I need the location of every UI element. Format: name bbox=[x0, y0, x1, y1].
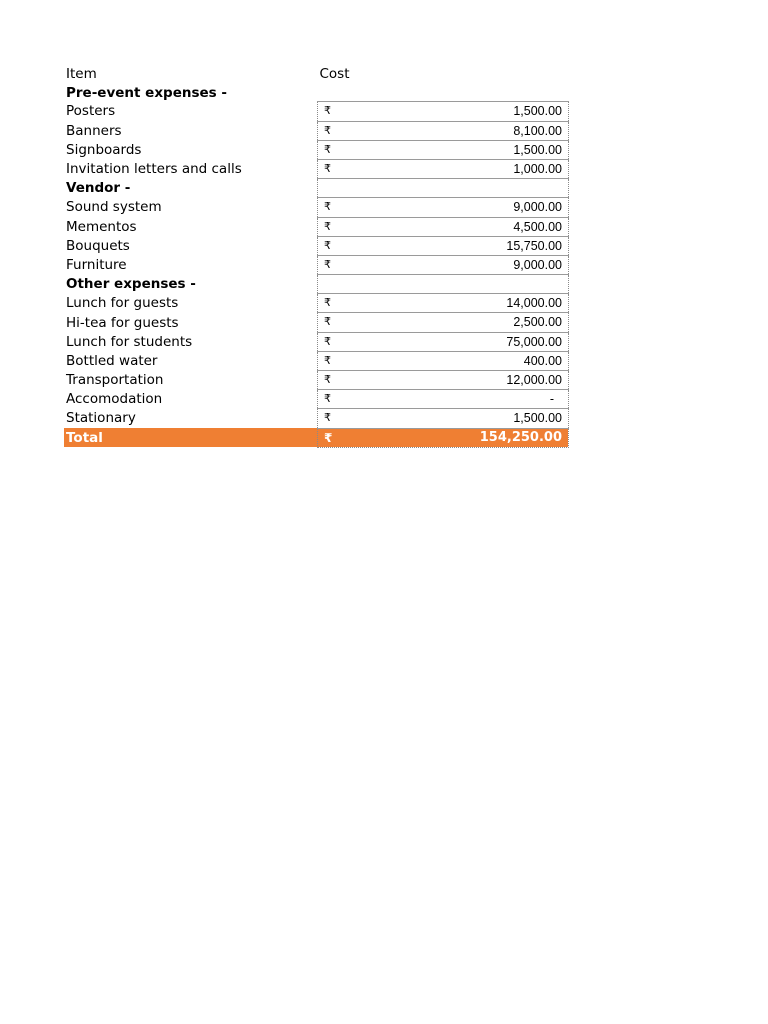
section-title-vendor: Vendor - bbox=[66, 180, 131, 197]
header-cost-label: Cost bbox=[319, 66, 350, 82]
table-row bbox=[64, 371, 569, 390]
item-label: Mementos bbox=[66, 218, 137, 235]
amount: 1,500.00 bbox=[513, 411, 562, 426]
amount: 1,000.00 bbox=[513, 161, 562, 176]
amount: 75,000.00 bbox=[506, 334, 562, 349]
cost-cell bbox=[318, 390, 569, 409]
table-row bbox=[64, 121, 569, 140]
currency-symbol: ₹ bbox=[324, 373, 331, 386]
header-cost bbox=[318, 65, 569, 83]
currency-symbol: ₹ bbox=[324, 257, 331, 271]
amount: 9,000.00 bbox=[513, 200, 562, 215]
cost-cell bbox=[318, 255, 569, 274]
item-label: Lunch for guests bbox=[66, 295, 179, 312]
currency-symbol: ₹ bbox=[324, 353, 331, 367]
header-row bbox=[64, 65, 569, 83]
currency-symbol: ₹ bbox=[324, 238, 331, 252]
table-row bbox=[64, 140, 569, 159]
item-label: Hi-tea for guests bbox=[66, 314, 179, 331]
currency-symbol: ₹ bbox=[324, 200, 331, 214]
item-label: Invitation letters and calls bbox=[66, 161, 242, 178]
table-row bbox=[64, 198, 569, 217]
item-label: Banners bbox=[66, 122, 122, 139]
amount: 1,500.00 bbox=[513, 104, 562, 119]
cost-cell bbox=[318, 332, 569, 351]
item-label: Accomodation bbox=[66, 391, 163, 408]
amount: 12,000.00 bbox=[506, 373, 562, 387]
cost-cell bbox=[318, 409, 569, 428]
table-row bbox=[64, 236, 569, 255]
amount: 2,500.00 bbox=[513, 315, 562, 330]
total-row bbox=[64, 428, 569, 447]
amount: 1,500.00 bbox=[513, 142, 562, 157]
total-label: Total bbox=[64, 428, 318, 447]
currency-symbol: ₹ bbox=[324, 296, 331, 310]
cost-cell bbox=[318, 351, 569, 370]
cost-cell bbox=[318, 159, 569, 178]
currency-symbol: ₹ bbox=[324, 315, 331, 329]
currency-symbol: ₹ bbox=[324, 142, 331, 156]
table-row bbox=[64, 390, 569, 409]
total-amount: 154,250.00 bbox=[479, 429, 562, 445]
expense-table bbox=[64, 65, 569, 448]
section-row bbox=[64, 275, 569, 294]
item-label: Transportation bbox=[66, 372, 164, 389]
cost-cell bbox=[318, 236, 569, 255]
item-label: Bouquets bbox=[66, 237, 130, 254]
amount: - bbox=[549, 392, 554, 407]
currency-symbol: ₹ bbox=[324, 392, 331, 406]
amount: 14,000.00 bbox=[506, 296, 562, 311]
cost-cell bbox=[318, 294, 569, 313]
amount: 400.00 bbox=[523, 353, 562, 368]
item-label: Sound system bbox=[66, 199, 162, 216]
table-row bbox=[64, 409, 569, 428]
table-row bbox=[64, 159, 569, 178]
cost-cell bbox=[318, 371, 569, 390]
cost-cell bbox=[318, 140, 569, 159]
table-row bbox=[64, 313, 569, 332]
cost-cell bbox=[318, 198, 569, 217]
currency-symbol: ₹ bbox=[324, 104, 331, 118]
currency-symbol: ₹ bbox=[324, 334, 331, 348]
table-row bbox=[64, 102, 569, 121]
header-item: Item bbox=[66, 66, 97, 83]
section-row bbox=[64, 179, 569, 198]
item-label: Furniture bbox=[66, 256, 127, 273]
section-title-other: Other expenses - bbox=[66, 276, 196, 293]
currency-symbol: ₹ bbox=[324, 161, 331, 175]
cost-cell bbox=[318, 102, 569, 121]
amount: 8,100.00 bbox=[513, 123, 562, 138]
amount: 15,750.00 bbox=[506, 238, 562, 253]
table-row bbox=[64, 332, 569, 351]
section-row bbox=[64, 83, 569, 102]
total-cost-cell bbox=[318, 428, 569, 447]
item-label: Lunch for students bbox=[66, 333, 193, 350]
item-label: Signboards bbox=[66, 141, 142, 158]
amount: 4,500.00 bbox=[513, 219, 562, 234]
cost-cell bbox=[318, 121, 569, 140]
currency-symbol: ₹ bbox=[324, 430, 333, 445]
table-row bbox=[64, 294, 569, 313]
table-row bbox=[64, 217, 569, 236]
table-row bbox=[64, 351, 569, 370]
cost-cell bbox=[318, 313, 569, 332]
cost-cell bbox=[318, 217, 569, 236]
table-row bbox=[64, 255, 569, 274]
amount: 9,000.00 bbox=[513, 257, 562, 272]
item-label: Bottled water bbox=[66, 352, 158, 369]
item-label: Posters bbox=[66, 103, 116, 120]
section-title-pre-event: Pre-event expenses - bbox=[66, 84, 228, 101]
currency-symbol: ₹ bbox=[324, 411, 331, 425]
currency-symbol: ₹ bbox=[324, 123, 331, 137]
currency-symbol: ₹ bbox=[324, 219, 331, 233]
item-label: Stationary bbox=[66, 410, 136, 427]
